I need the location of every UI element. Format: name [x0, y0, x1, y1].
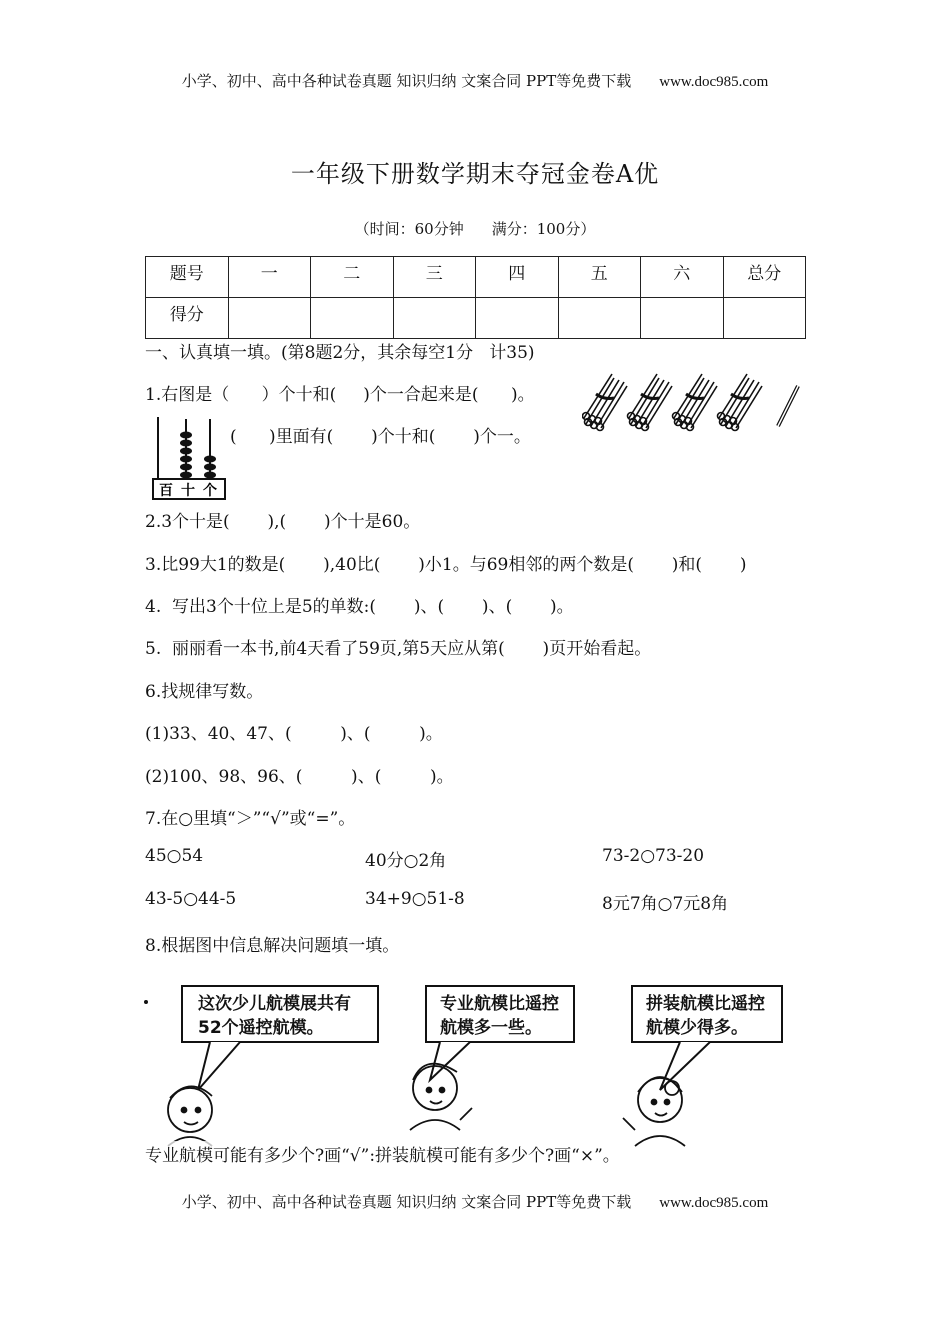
- question-6-1: (1)33、40、47、( )、( )。: [145, 724, 443, 744]
- abacus-icon: [150, 413, 230, 501]
- speech-bubble-1: [188, 988, 361, 1044]
- table-cell: 题号: [146, 257, 229, 298]
- score-input-cell[interactable]: [558, 298, 641, 339]
- question-1a: 1.右图是（ ）个十和( )个一合起来是( )。: [145, 385, 535, 405]
- table-cell: 四: [476, 257, 559, 298]
- bubble-line: 航模多一些。: [440, 1018, 542, 1038]
- page-footer: [0, 1191, 950, 1212]
- score-table: [145, 256, 806, 339]
- score-input-cell[interactable]: [641, 298, 724, 339]
- score-input-cell[interactable]: [311, 298, 394, 339]
- question-8-text: 专业航模可能有多少个?画“√”:拼装航模可能有多少个?画“×”。: [145, 1141, 620, 1166]
- score-table-header-row: [146, 257, 806, 298]
- speech-bubble-3: [636, 988, 775, 1044]
- abacus-label-hundreds: 百: [159, 483, 173, 499]
- exam-time: （时间：60分钟: [354, 220, 464, 238]
- question-3: 3.比99大1的数是( ),40比( )小1。与69相邻的两个数是( )和( ): [145, 555, 747, 575]
- score-input-cell[interactable]: [393, 298, 476, 339]
- table-cell: 总分: [723, 257, 806, 298]
- page-header: [0, 70, 950, 91]
- table-cell: 一: [228, 257, 311, 298]
- stick-bundles-icon: [582, 372, 812, 432]
- score-input-cell[interactable]: [723, 298, 806, 339]
- section-1-heading: 一、认真填一填。(第8题2分，其余每空1分 计35): [145, 343, 535, 363]
- abacus-label-tens: 十: [181, 483, 195, 499]
- compare-item: 40分○2角: [365, 851, 447, 871]
- question-1b: ( )里面有( )个十和( )个一。: [230, 427, 531, 447]
- bubble-line: 航模少得多。: [646, 1018, 748, 1038]
- score-input-cell[interactable]: [476, 298, 559, 339]
- table-cell: 六: [641, 257, 724, 298]
- compare-item: 45○54: [145, 846, 204, 866]
- table-cell: 得分: [146, 298, 229, 339]
- abacus-label-ones: 个: [203, 483, 217, 499]
- exam-info: [0, 218, 950, 239]
- page-title: 一年级下册数学期末夺冠金卷A优: [290, 160, 660, 188]
- question-7: 7.在○里填“＞”“√”或“=”。: [145, 809, 356, 829]
- question-4: 4. 写出3个十位上是5的单数:( )、( )、( )。: [145, 597, 574, 617]
- bubble-line: 专业航模比遥控: [440, 994, 559, 1014]
- compare-item: 73-2○73-20: [602, 846, 705, 866]
- question-6-2: (2)100、98、96、( )、( )。: [145, 767, 454, 787]
- question-8: 8.根据图中信息解决问题填一填。: [145, 936, 400, 956]
- compare-item: 8元7角○7元8角: [602, 894, 729, 914]
- bubble-line: 52个遥控航模。: [198, 1018, 324, 1038]
- footer-text: 小学、初中、高中各种试卷真题 知识归纳 文案合同 PPT等免费下载: [181, 1193, 632, 1211]
- footer-site: www.doc985.com: [659, 1195, 769, 1211]
- exam-full-score: 满分：100分）: [491, 220, 596, 238]
- question-5: 5. 丽丽看一本书,前4天看了59页,第5天应从第( )页开始看起。: [145, 639, 652, 659]
- header-site: www.doc985.com: [659, 74, 769, 90]
- table-cell: 三: [393, 257, 476, 298]
- score-input-cell[interactable]: [228, 298, 311, 339]
- compare-item: 34+9○51-8: [365, 889, 465, 909]
- bubble-line: 拼装航模比遥控: [646, 994, 765, 1014]
- score-table-score-row: [146, 298, 806, 339]
- question-6: 6.找规律写数。: [145, 682, 264, 702]
- speech-bubble-2: [430, 988, 569, 1044]
- compare-item: 43-5○44-5: [145, 889, 237, 909]
- header-text: 小学、初中、高中各种试卷真题 知识归纳 文案合同 PPT等免费下载: [181, 72, 632, 90]
- bubble-line: 这次少儿航模展共有: [198, 994, 351, 1014]
- table-cell: 二: [311, 257, 394, 298]
- table-cell: 五: [558, 257, 641, 298]
- question-2: 2.3个十是( ),( )个十是60。: [145, 512, 421, 532]
